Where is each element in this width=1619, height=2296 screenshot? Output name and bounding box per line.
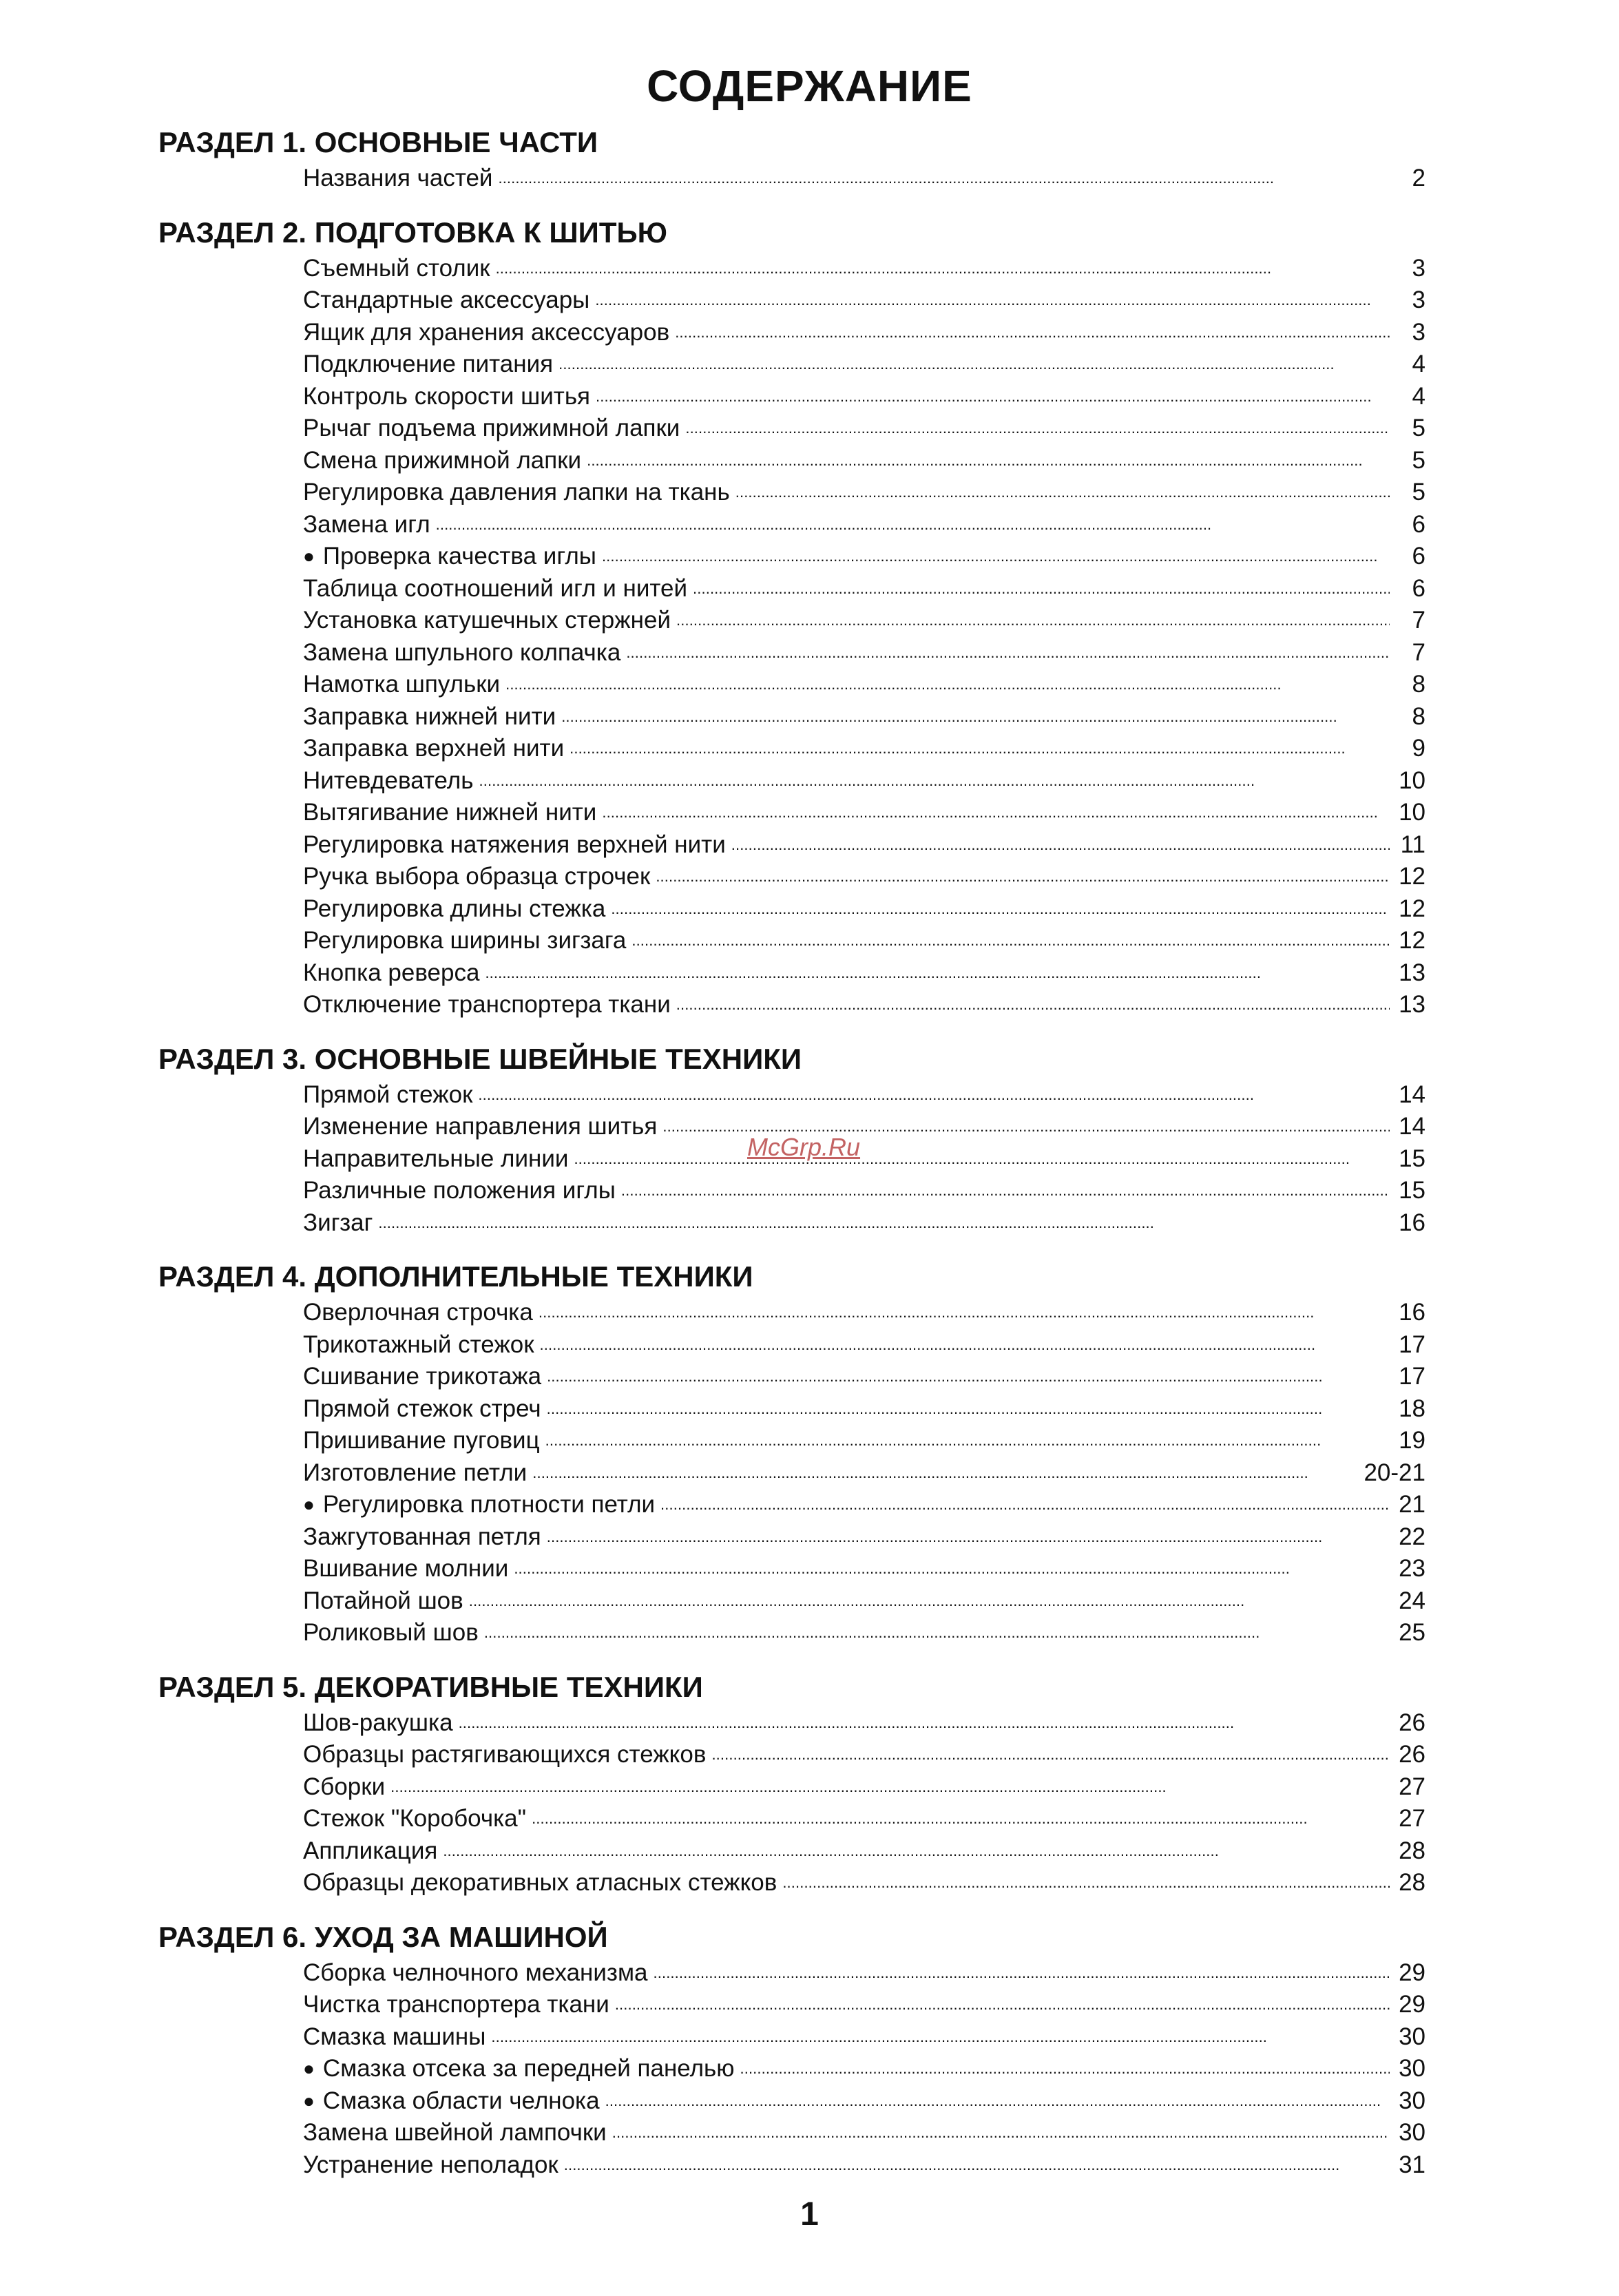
toc-entry-label: Регулировка ширины зигзага — [303, 927, 627, 954]
toc-entry-label: Названия частей — [303, 165, 493, 191]
toc-entry-page: 5 — [1412, 415, 1425, 441]
toc-entry-label: Аппликация — [303, 1837, 438, 1864]
toc-entry-page: 25 — [1399, 1619, 1425, 1646]
toc-entry-label: Сшивание трикотажа — [303, 1363, 542, 1390]
dot-leader — [479, 762, 1390, 797]
toc-entry[interactable] — [303, 1521, 1425, 1554]
toc-entry-label: Регулировка длины стежка — [303, 895, 606, 922]
toc-entry-label: Потайной шов — [303, 1587, 463, 1614]
toc-entry-page: 16 — [1399, 1209, 1425, 1236]
toc-entry-label: Замена игл — [303, 510, 430, 538]
toc-entry-page: 12 — [1399, 927, 1425, 954]
section-heading: РАЗДЕЛ 1. ОСНОВНЫЕ ЧАСТИ — [158, 126, 598, 158]
toc-entry[interactable] — [303, 509, 1425, 541]
toc-entry-label: Чистка транспортера ткани — [303, 1991, 609, 2018]
toc-entry-page: 26 — [1399, 1709, 1425, 1736]
toc-entry-page: 17 — [1399, 1330, 1425, 1358]
toc-entry[interactable] — [303, 2149, 1425, 2182]
toc-entry[interactable] — [303, 2085, 1425, 2118]
toc-entry-label: Прямой стежок — [303, 1081, 473, 1108]
toc-section — [158, 1917, 1425, 2182]
toc-entry[interactable] — [303, 1739, 1425, 1771]
toc-entry-page: 2 — [1412, 165, 1425, 191]
toc-entry[interactable] — [303, 1867, 1425, 1899]
toc-entry-page: 9 — [1412, 735, 1425, 762]
toc-entry-label: Пришивание пуговиц — [303, 1427, 540, 1454]
dot-leader — [484, 1614, 1390, 1649]
toc-entry-label: Замена швейной лампочки — [303, 2119, 607, 2146]
toc-entry-page: 3 — [1412, 254, 1425, 282]
dot-leader — [485, 954, 1390, 990]
toc-entry-label: Регулировка натяжения верхней нити — [303, 831, 726, 858]
section-heading: РАЗДЕЛ 4. ДОПОЛНИТЕЛЬНЫЕ ТЕХНИКИ — [158, 1260, 753, 1293]
dot-leader — [676, 602, 1390, 637]
section-heading: РАЗДЕЛ 2. ПОДГОТОВКА К ШИТЬЮ — [158, 216, 667, 249]
toc-entry-page: 11 — [1400, 831, 1425, 858]
toc-entry[interactable] — [303, 573, 1425, 605]
dot-leader — [469, 1583, 1390, 1618]
toc-entry-page: 5 — [1412, 446, 1425, 474]
toc-entry-label: ● Смазка области челнока — [303, 2085, 600, 2119]
toc-entry[interactable] — [303, 861, 1425, 893]
toc-entry-page: 27 — [1399, 1805, 1425, 1832]
toc-list — [158, 253, 1425, 1021]
dot-leader — [675, 314, 1390, 349]
toc-entry[interactable] — [303, 284, 1425, 317]
toc-entry-page: 3 — [1412, 286, 1425, 313]
dot-leader — [676, 986, 1390, 1021]
dot-leader — [626, 634, 1390, 669]
watermark: McGrp.Ru — [747, 1133, 861, 1161]
toc-entry-page: 15 — [1399, 1145, 1425, 1172]
dot-leader — [514, 1550, 1390, 1585]
toc-entry-label: Заправка верхней нити — [303, 735, 565, 762]
dot-leader — [602, 538, 1390, 573]
toc-entry[interactable] — [303, 893, 1425, 926]
toc-entry-label: Съемный столик — [303, 254, 490, 282]
toc-entry[interactable] — [303, 541, 1425, 573]
toc-entry[interactable] — [303, 445, 1425, 477]
dot-leader — [478, 1076, 1390, 1112]
toc-entry[interactable] — [303, 925, 1425, 957]
toc-entry-page: 13 — [1399, 991, 1425, 1018]
toc-entry-page: 30 — [1399, 2055, 1425, 2082]
toc-entry-page: 10 — [1399, 799, 1425, 826]
toc-section — [158, 213, 1425, 1021]
toc-entry-page: 29 — [1399, 1991, 1425, 2018]
toc-entry-page: 22 — [1399, 1523, 1425, 1550]
toc-entry-page: 4 — [1412, 382, 1425, 410]
toc-entry-page: 17 — [1399, 1363, 1425, 1390]
toc-entry-label: Стандартные аксессуары — [303, 286, 590, 313]
toc-entry-page: 14 — [1399, 1113, 1425, 1140]
toc-entry-label: Роликовый шов — [303, 1619, 479, 1646]
dot-leader — [561, 698, 1390, 733]
toc-section — [158, 1257, 1425, 1649]
toc-entry-page: 23 — [1399, 1555, 1425, 1582]
toc-entry-label: Образцы декоративных атласных стежков — [303, 1869, 777, 1896]
dot-leader — [532, 1800, 1390, 1835]
dot-leader — [596, 378, 1390, 413]
page-number: 1 — [800, 2196, 819, 2233]
toc-section — [158, 123, 1425, 195]
dot-leader — [539, 1294, 1390, 1329]
dot-leader — [615, 1986, 1390, 2021]
dot-leader — [656, 858, 1390, 893]
toc-entry[interactable] — [303, 765, 1425, 797]
dot-leader — [558, 346, 1390, 381]
toc-entry[interactable] — [303, 1553, 1425, 1585]
toc-entry[interactable] — [303, 253, 1425, 285]
toc-entry-page: 7 — [1412, 607, 1425, 634]
page-title: СОДЕРЖАНИЕ — [647, 61, 972, 111]
toc-entry-label: ● Смазка отсека за передней панелью — [303, 2053, 735, 2087]
toc-entry-page: 12 — [1399, 895, 1425, 922]
toc-entry-page: 16 — [1399, 1299, 1425, 1326]
toc-entry-label: Рычаг подъема прижимной лапки — [303, 415, 680, 441]
toc-entry-label: ● Регулировка плотности петли — [303, 1489, 655, 1523]
toc-entry-page: 13 — [1399, 959, 1425, 986]
toc-entry-page: 6 — [1412, 574, 1425, 602]
toc-entry[interactable] — [303, 1989, 1425, 2021]
toc-entry-label: Изменение направления шитья — [303, 1113, 658, 1140]
toc-entry-label: Таблица соотношений игл и нитей — [303, 574, 688, 602]
toc-entry-page: 6 — [1412, 510, 1425, 538]
toc-entry-label: Замена шпульного колпачка — [303, 638, 621, 666]
toc-entry[interactable] — [303, 701, 1425, 733]
toc-entry[interactable] — [303, 1803, 1425, 1835]
toc-entry-label: Нитевдеватель — [303, 766, 474, 794]
dot-leader — [711, 1736, 1390, 1771]
dot-leader — [459, 1704, 1390, 1740]
toc-entry-label: Оверлочная строчка — [303, 1299, 533, 1326]
toc-entry-label: Зажгутованная петля — [303, 1523, 541, 1550]
toc-entry[interactable] — [303, 1207, 1425, 1240]
toc-entry[interactable] — [303, 477, 1425, 509]
dot-leader — [547, 1519, 1390, 1554]
toc-entry-label: Образцы растягивающихся стежков — [303, 1741, 707, 1768]
toc-entry-label: Шов-ракушка — [303, 1709, 453, 1736]
dot-leader — [496, 250, 1390, 285]
toc-entry[interactable] — [303, 1425, 1425, 1457]
dot-leader — [390, 1768, 1390, 1804]
dot-leader — [540, 1326, 1390, 1361]
toc-entry[interactable] — [303, 1143, 1425, 1176]
toc-entry-label: Регулировка давления лапки на ткань — [303, 479, 730, 505]
dot-leader — [378, 1204, 1390, 1240]
toc-entry[interactable] — [303, 797, 1425, 829]
toc-entry[interactable] — [303, 317, 1425, 349]
toc-entry[interactable] — [303, 1957, 1425, 1990]
toc-entry-page: 20-21 — [1364, 1459, 1425, 1486]
toc-entry-label: Намотка шпульки — [303, 671, 501, 698]
toc-entry-page: 8 — [1412, 702, 1425, 730]
dot-leader — [532, 1454, 1359, 1490]
toc-entry-label: Смена прижимной лапки — [303, 446, 582, 474]
toc-entry[interactable] — [303, 669, 1425, 701]
toc-entry[interactable] — [303, 1771, 1425, 1804]
toc-entry[interactable] — [303, 1489, 1425, 1521]
toc-entry[interactable] — [303, 957, 1425, 990]
dot-leader — [654, 1954, 1390, 1990]
toc-entry-label: Ящик для хранения аксессуаров — [303, 318, 670, 346]
toc-entry-page: 30 — [1399, 2087, 1425, 2114]
toc-entry-page: 6 — [1412, 543, 1425, 570]
toc-entry[interactable] — [303, 1297, 1425, 1329]
toc-entry[interactable] — [303, 637, 1425, 669]
toc-entry[interactable] — [303, 381, 1425, 413]
toc-entry-label: Устранение неполадок — [303, 2151, 558, 2178]
toc-entry-page: 8 — [1412, 671, 1425, 698]
toc-entry[interactable] — [303, 1079, 1425, 1112]
dot-leader — [631, 922, 1390, 957]
toc-entry-page: 5 — [1412, 479, 1425, 505]
dot-leader — [782, 1864, 1390, 1899]
toc-entry-label: Направительные линии — [303, 1145, 569, 1172]
toc-entry-label: Подключение питания — [303, 351, 554, 377]
toc-entry-label: Сборка челночного механизма — [303, 1959, 648, 1986]
dot-leader — [605, 2083, 1390, 2118]
dot-leader — [612, 2114, 1390, 2149]
toc-entry[interactable] — [303, 1329, 1425, 1361]
toc-entry[interactable] — [303, 829, 1425, 862]
toc-entry-label: Установка катушечных стержней — [303, 607, 671, 634]
toc-list — [158, 1297, 1425, 1649]
toc-entry-page: 10 — [1399, 766, 1425, 794]
toc-section — [158, 1667, 1425, 1899]
toc-entry-page: 18 — [1399, 1395, 1425, 1422]
toc-entry-page: 26 — [1399, 1741, 1425, 1768]
toc-entry-page: 30 — [1399, 2023, 1425, 2050]
dot-leader — [621, 1172, 1390, 1207]
dot-leader — [611, 890, 1390, 926]
dot-leader — [505, 666, 1390, 701]
toc-entry-page: 21 — [1399, 1491, 1425, 1518]
toc-entry-label: Отключение транспортера ткани — [303, 991, 671, 1018]
toc-entry[interactable] — [303, 413, 1425, 445]
toc-entry[interactable] — [303, 348, 1425, 381]
dot-leader — [693, 570, 1390, 605]
dot-leader — [574, 1140, 1390, 1176]
toc-entry-label: Зигзаг — [303, 1209, 373, 1236]
toc-entry-page: 12 — [1399, 863, 1425, 890]
toc-entry-label: ● Проверка качества иглы — [303, 541, 596, 574]
dot-leader — [735, 474, 1390, 509]
toc-entry[interactable] — [303, 163, 1425, 195]
toc-entry-page: 7 — [1412, 638, 1425, 666]
dot-leader — [436, 506, 1390, 541]
dot-leader — [491, 2018, 1390, 2054]
toc-entry-label: Кнопка реверса — [303, 959, 480, 986]
toc-entry-page: 28 — [1399, 1869, 1425, 1896]
toc-entry-label: Сборки — [303, 1773, 386, 1800]
toc-entry-label: Ручка выбора образца строчек — [303, 863, 651, 890]
toc-entry[interactable] — [303, 1361, 1425, 1393]
section-heading: РАЗДЕЛ 5. ДЕКОРАТИВНЫЕ ТЕХНИКИ — [158, 1670, 703, 1703]
dot-leader — [731, 826, 1390, 862]
toc-entry[interactable] — [303, 605, 1425, 637]
dot-leader — [660, 1486, 1390, 1521]
toc-entry[interactable] — [303, 733, 1425, 765]
toc-entry[interactable] — [303, 2021, 1425, 2054]
toc-entry-label: Вшивание молнии — [303, 1555, 509, 1582]
toc-entry-page: 19 — [1399, 1427, 1425, 1454]
toc-entry-label: Заправка нижней нити — [303, 702, 556, 730]
dot-leader — [564, 2147, 1390, 2182]
toc-entry-page: 14 — [1399, 1081, 1425, 1108]
toc-list — [158, 1707, 1425, 1899]
toc-list — [158, 163, 1425, 195]
dot-leader — [443, 1833, 1390, 1868]
dot-leader — [740, 2050, 1390, 2085]
toc-entry-page: 30 — [1399, 2119, 1425, 2146]
toc-entry-label: Стежок "Коробочка" — [303, 1805, 527, 1832]
dot-leader — [547, 1358, 1390, 1393]
toc-entry-label: Смазка машины — [303, 2023, 486, 2050]
dot-leader — [545, 1422, 1390, 1457]
dot-leader — [685, 410, 1390, 445]
toc-entry-label: Вытягивание нижней нити — [303, 799, 597, 826]
toc-entry-page: 28 — [1399, 1837, 1425, 1864]
dot-leader — [595, 282, 1390, 317]
toc-entry-label: Контроль скорости шитья — [303, 382, 591, 410]
toc-entry-page: 27 — [1399, 1773, 1425, 1800]
toc-entry-label: Прямой стежок стреч — [303, 1395, 541, 1422]
toc-entry[interactable] — [303, 1175, 1425, 1207]
toc-entry-page: 3 — [1412, 318, 1425, 346]
toc-entry-label: Изготовление петли — [303, 1459, 528, 1486]
section-heading: РАЗДЕЛ 6. УХОД ЗА МАШИНОЙ — [158, 1920, 608, 1953]
section-heading: РАЗДЕЛ 3. ОСНОВНЫЕ ШВЕЙНЫЕ ТЕХНИКИ — [158, 1042, 802, 1075]
toc-entry[interactable] — [303, 1585, 1425, 1618]
toc-entry[interactable] — [303, 989, 1425, 1021]
toc-entry-page: 24 — [1399, 1587, 1425, 1614]
toc-entry-page: 29 — [1399, 1959, 1425, 1986]
toc-entry[interactable] — [303, 2117, 1425, 2149]
toc-entry[interactable] — [303, 1707, 1425, 1740]
dot-leader — [547, 1390, 1390, 1426]
toc-list — [158, 1957, 1425, 2182]
toc-entry-page: 4 — [1412, 351, 1425, 377]
dot-leader — [570, 730, 1390, 765]
toc-entry[interactable] — [303, 1617, 1425, 1649]
toc-entry-label: Трикотажный стежок — [303, 1330, 534, 1358]
toc-entry[interactable] — [303, 1835, 1425, 1868]
toc-entry-page: 31 — [1399, 2151, 1425, 2178]
toc-entry[interactable] — [303, 1393, 1425, 1426]
toc-entry[interactable] — [303, 2053, 1425, 2085]
toc-entry[interactable] — [303, 1457, 1425, 1490]
toc-entry[interactable] — [303, 1111, 1425, 1143]
dot-leader — [587, 442, 1390, 477]
dot-leader — [602, 794, 1390, 829]
toc-entry-label: Различные положения иглы — [303, 1177, 616, 1204]
toc-entry-page: 15 — [1399, 1177, 1425, 1204]
dot-leader — [498, 160, 1390, 195]
